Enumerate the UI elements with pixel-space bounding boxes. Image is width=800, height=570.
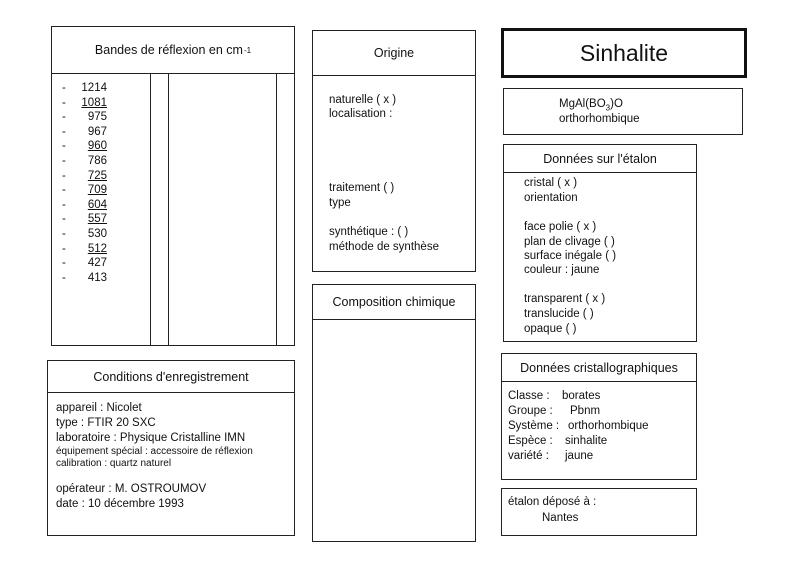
band-value: 604 xyxy=(87,198,107,211)
band-value: 725 xyxy=(87,169,107,182)
appareil-field: appareil : Nicolet xyxy=(56,402,142,414)
synthetique-field: synthétique : ( ) xyxy=(329,226,409,238)
naturelle-field: naturelle ( x ) xyxy=(329,94,397,106)
conditions-header: Conditions d'enregistrement xyxy=(48,361,294,393)
couleur-field: couleur : jaune xyxy=(524,264,600,276)
systeme-label: Système : xyxy=(508,420,560,432)
band-row xyxy=(62,228,122,243)
cristal-field: cristal ( x ) xyxy=(524,177,578,189)
band-row xyxy=(62,140,122,155)
orientation-field: orientation xyxy=(524,192,578,204)
espece-value: sinhalite xyxy=(565,435,608,447)
translucide-field: translucide ( ) xyxy=(524,308,594,320)
band-row xyxy=(62,199,122,214)
band-value: 960 xyxy=(87,140,107,153)
bands-column-divider xyxy=(150,74,151,345)
band-row xyxy=(62,97,122,112)
band-row xyxy=(62,111,122,126)
depot-label: étalon déposé à : xyxy=(508,496,597,508)
band-value: 786 xyxy=(87,155,107,167)
formula-subscript: 3 xyxy=(605,103,611,113)
systeme-value: orthorhombique xyxy=(568,420,649,432)
band-row xyxy=(62,243,122,258)
composition-header: Composition chimique xyxy=(313,285,475,320)
band-dash: - xyxy=(62,155,66,167)
band-row xyxy=(62,257,122,272)
laboratoire-field: laboratoire : Physique Cristalline IMN xyxy=(56,432,246,444)
origine-header: Origine xyxy=(313,31,475,76)
band-row xyxy=(62,126,122,141)
espece-label: Espèce : xyxy=(508,435,553,447)
formula-suffix: )O xyxy=(610,98,623,110)
band-value: 967 xyxy=(87,125,107,138)
origine-panel xyxy=(312,30,476,272)
band-dash: - xyxy=(62,184,66,197)
title-box xyxy=(501,28,747,78)
bands-panel xyxy=(51,26,295,346)
conditions-panel xyxy=(47,360,295,536)
band-value: 530 xyxy=(87,228,107,240)
depot-panel xyxy=(501,488,697,536)
composition-panel xyxy=(312,284,476,542)
variete-value: jaune xyxy=(565,450,594,462)
bands-column-divider xyxy=(168,74,169,345)
band-dash: - xyxy=(62,228,66,240)
etalon-header: Données sur l'étalon xyxy=(504,145,696,173)
bands-header-unit: -1 xyxy=(243,45,252,55)
band-value: 709 xyxy=(87,184,107,197)
band-dash: - xyxy=(62,213,66,226)
band-dash: - xyxy=(62,169,66,182)
band-value: 975 xyxy=(87,111,107,124)
band-value: 427 xyxy=(87,257,107,270)
band-value: 557 xyxy=(87,213,107,226)
band-row xyxy=(62,155,122,170)
transparent-field: transparent ( x ) xyxy=(524,293,606,305)
band-dash: - xyxy=(62,257,66,270)
crystal-system: orthorhombique xyxy=(559,113,640,125)
band-row xyxy=(62,213,122,228)
groupe-value: Pbnm xyxy=(570,405,601,417)
variete-label: variété : xyxy=(508,450,549,462)
localisation-field: localisation : xyxy=(329,108,393,120)
band-value: 413 xyxy=(87,271,107,284)
bands-header-text: Bandes de réflexion en cm xyxy=(94,43,243,57)
cristallo-header: Données cristallographiques xyxy=(502,354,696,382)
band-dash: - xyxy=(62,111,66,124)
page-title: Sinhalite xyxy=(579,39,669,66)
bands-header xyxy=(52,27,294,74)
formula-panel xyxy=(503,88,743,135)
band-row xyxy=(62,82,122,97)
cristallo-panel xyxy=(501,353,697,480)
date-field: date : 10 décembre 1993 xyxy=(56,498,184,510)
equipement-field: équipement spécial : accessoire de réflexion xyxy=(56,446,253,457)
face-polie-field: face polie ( x ) xyxy=(524,221,597,233)
band-dash: - xyxy=(62,198,66,211)
band-dash: - xyxy=(62,140,66,153)
band-dash: - xyxy=(62,271,66,284)
depot-place: Nantes xyxy=(542,512,579,524)
classe-value: borates xyxy=(562,390,601,402)
band-value: 512 xyxy=(87,242,107,255)
band-row xyxy=(62,272,122,287)
traitement-field: traitement ( ) xyxy=(329,182,395,194)
formula-prefix: MgAl(BO xyxy=(559,98,606,110)
classe-label: Classe : xyxy=(508,390,550,402)
band-row xyxy=(62,184,122,199)
bands-body xyxy=(52,74,294,345)
band-row xyxy=(62,170,122,185)
surface-field: surface inégale ( ) xyxy=(524,250,617,262)
type-field: type xyxy=(329,197,351,209)
band-dash: - xyxy=(62,125,66,138)
operateur-field: opérateur : M. OSTROUMOV xyxy=(56,483,207,495)
methode-field: méthode de synthèse xyxy=(329,241,439,253)
groupe-label: Groupe : xyxy=(508,405,553,417)
band-value: 1214 xyxy=(81,82,107,94)
band-dash: - xyxy=(62,242,66,255)
plan-clivage-field: plan de clivage ( ) xyxy=(524,236,615,248)
calibration-field: calibration : quartz naturel xyxy=(56,458,172,469)
band-dash: - xyxy=(62,82,66,94)
type-field: type : FTIR 20 SXC xyxy=(56,417,156,429)
band-value: 1081 xyxy=(81,96,107,109)
etalon-panel xyxy=(503,144,697,342)
band-dash: - xyxy=(62,96,66,109)
bands-column-divider xyxy=(276,74,277,345)
opaque-field: opaque ( ) xyxy=(524,323,577,335)
